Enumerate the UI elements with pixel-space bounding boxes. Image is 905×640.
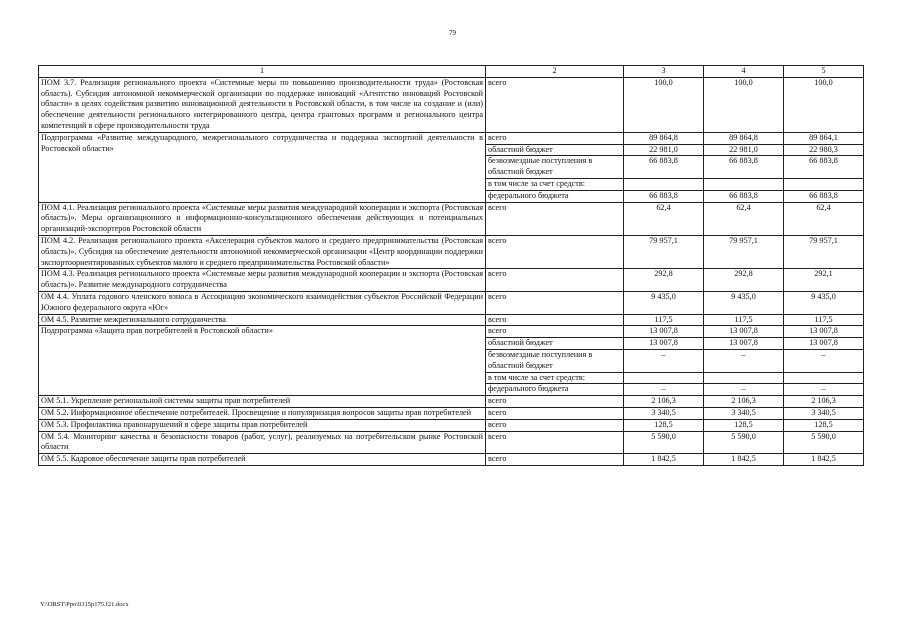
header-cell-5: 5 [784,66,864,78]
value-cell-col4: 13 007,8 [704,326,784,338]
value-cell-col3: 5 590,0 [624,431,704,454]
value-cell-col3: 89 864,8 [624,132,704,144]
value-cell-col4: – [704,384,784,396]
value-cell-col5: 1 842,5 [784,454,864,466]
measure-name-cell: Подпрограмма «Развитие международного, межрегионального сотрудничества и поддержка экспортной деятельности в Ростовской области» [39,132,486,202]
funding-source-cell: всего [486,407,624,419]
value-cell-col4: 13 007,8 [704,338,784,350]
value-cell-col5: 3 340,5 [784,407,864,419]
value-cell-col5: 89 864,1 [784,132,864,144]
value-cell-col5 [784,178,864,190]
table-row [39,326,864,338]
value-cell-col5: 9 435,0 [784,291,864,314]
funding-source-cell: федерального бюджета [486,384,624,396]
value-cell-col5: 128,5 [784,419,864,431]
measure-name-cell: ОМ 5.1. Укрепление региональной системы защиты прав потребителей [39,396,486,408]
funding-source-cell: в том числе за счет средств: [486,178,624,190]
table-row [39,291,864,314]
value-cell-col5: 79 957,1 [784,235,864,268]
value-cell-col3: – [624,349,704,372]
value-cell-col3: 128,5 [624,419,704,431]
value-cell-col5: 117,5 [784,314,864,326]
measure-name-cell: ОМ 5.5. Кадровое обеспечение защиты прав потребителей [39,454,486,466]
value-cell-col5: – [784,349,864,372]
header-row [39,66,864,78]
value-cell-col3: 2 106,3 [624,396,704,408]
table-row [39,419,864,431]
measure-name-cell: Подпрограмма «Защита прав потребителей в Ростовской области» [39,326,486,396]
funding-source-cell: областной бюджет [486,338,624,350]
value-cell-col5: 66 883,8 [784,156,864,179]
page-number: 79 [449,29,456,37]
value-cell-col4 [704,178,784,190]
value-cell-col4: 5 590,0 [704,431,784,454]
header-cell-3: 3 [624,66,704,78]
value-cell-col3: 79 957,1 [624,235,704,268]
value-cell-col4: 66 883,8 [704,190,784,202]
value-cell-col5 [784,372,864,384]
funding-source-cell: всего [486,235,624,268]
table-row [39,431,864,454]
value-cell-col4: 292,8 [704,269,784,292]
table-row [39,132,864,144]
funding-source-cell: всего [486,269,624,292]
value-cell-col3: 292,8 [624,269,704,292]
table-row [39,235,864,268]
value-cell-col3: 62,4 [624,202,704,235]
value-cell-col4: 62,4 [704,202,784,235]
funding-source-cell: безвозмездные поступления в областной бюджет [486,156,624,179]
table-row [39,77,864,132]
value-cell-col4: 100,0 [704,77,784,132]
header-cell-4: 4 [704,66,784,78]
value-cell-col5: – [784,384,864,396]
value-cell-col3: 66 883,8 [624,190,704,202]
value-cell-col4: 22 981,0 [704,144,784,156]
value-cell-col5: 292,1 [784,269,864,292]
header-cell-1: 1 [39,66,486,78]
measure-name-cell: ОМ 4.4. Уплата годового членского взноса в Ассоциацию экономического взаимодействия субъектов Российской Федерации Южного федерального округа «Юг» [39,291,486,314]
budget-table-body [39,66,864,466]
value-cell-col3: 100,0 [624,77,704,132]
value-cell-col4: 9 435,0 [704,291,784,314]
funding-source-cell: в том числе за счет средств: [486,372,624,384]
value-cell-col4: 89 864,8 [704,132,784,144]
measure-name-cell: ОМ 4.5. Развитие межрегионального сотрудничества [39,314,486,326]
funding-source-cell: безвозмездные поступления в областной бюджет [486,349,624,372]
funding-source-cell: всего [486,314,624,326]
funding-source-cell: всего [486,454,624,466]
measure-name-cell: ПОМ 4.1. Реализация регионального проекта «Системные меры развития международной кооперации и экспорта (Ростовская область)». Меры организационного и информационно-консультационного обеспечения действующих и потенциальных организаций-экспортеров Ростовской области [39,202,486,235]
table-row [39,454,864,466]
value-cell-col4: 117,5 [704,314,784,326]
value-cell-col4: 128,5 [704,419,784,431]
funding-source-cell: всего [486,202,624,235]
funding-source-cell: всего [486,326,624,338]
value-cell-col3: 22 981,0 [624,144,704,156]
measure-name-cell: ПОМ 4.2. Реализация регионального проекта «Акселерация субъектов малого и среднего предпринимательства (Ростовская область)». Субсидия на обеспечение деятельности автономной некоммерческой организации «Центр координации поддержки экспортоориентированных субъектов малого и среднего предпринимательства Ростовской области» [39,235,486,268]
measure-name-cell: ОМ 5.2. Информационное обеспечение потребителей. Просвещение и популяризация вопросов защиты прав потребителей [39,407,486,419]
value-cell-col4: 2 106,3 [704,396,784,408]
value-cell-col5: 22 980,3 [784,144,864,156]
value-cell-col3: 66 883,8 [624,156,704,179]
funding-source-cell: всего [486,77,624,132]
value-cell-col4: 3 340,5 [704,407,784,419]
value-cell-col5: 13 007,8 [784,338,864,350]
funding-source-cell: всего [486,396,624,408]
table-row [39,269,864,292]
value-cell-col3 [624,178,704,190]
value-cell-col5: 100,0 [784,77,864,132]
measure-name-cell: ПОМ 3.7. Реализация регионального проекта «Системные меры по повышению производительности труда» (Ростовская область). Субсидия автономной некоммерческой организации по поддержке инноваций «Агентство инноваций Ростовской области» в целях содействия развитию инновационной деятельности в Ростовской области, в том числе на создание и (или) обеспечение деятельности регионального интегрированного центра, центра грантовых программ и регионального центра компетенций в сфере производительности труда [39,77,486,132]
measure-name-cell: ОМ 5.4. Мониторинг качества и безопасности товаров (работ, услуг), реализуемых на потребительском рынке Ростовской области [39,431,486,454]
value-cell-col5: 62,4 [784,202,864,235]
funding-source-cell: областной бюджет [486,144,624,156]
table-row [39,202,864,235]
header-cell-2: 2 [486,66,624,78]
value-cell-col5: 2 106,3 [784,396,864,408]
measure-name-cell: ОМ 5.3. Профилактика правонарушений в сфере защиты прав потребителей [39,419,486,431]
value-cell-col3: 3 340,5 [624,407,704,419]
value-cell-col3: 13 007,8 [624,338,704,350]
value-cell-col3: 13 007,8 [624,326,704,338]
footer-file-path: Y:\ORST\Ppo\0315p175.f21.docx [40,601,129,608]
value-cell-col3: – [624,384,704,396]
value-cell-col4 [704,372,784,384]
table-row [39,407,864,419]
value-cell-col5: 66 883,8 [784,190,864,202]
funding-source-cell: федерального бюджета [486,190,624,202]
measure-name-cell: ПОМ 4.3. Реализация регионального проекта «Системные меры развития международной кооперации и экспорта (Ростовская область)». Развитие международного сотрудничества [39,269,486,292]
funding-source-cell: всего [486,419,624,431]
value-cell-col4: 1 842,5 [704,454,784,466]
budget-table [38,65,864,466]
value-cell-col5: 13 007,8 [784,326,864,338]
value-cell-col3 [624,372,704,384]
value-cell-col4: 79 957,1 [704,235,784,268]
funding-source-cell: всего [486,291,624,314]
funding-source-cell: всего [486,132,624,144]
value-cell-col3: 117,5 [624,314,704,326]
value-cell-col3: 1 842,5 [624,454,704,466]
value-cell-col4: – [704,349,784,372]
funding-source-cell: всего [486,431,624,454]
table-row [39,314,864,326]
value-cell-col4: 66 883,8 [704,156,784,179]
value-cell-col5: 5 590,0 [784,431,864,454]
value-cell-col3: 9 435,0 [624,291,704,314]
table-row [39,396,864,408]
